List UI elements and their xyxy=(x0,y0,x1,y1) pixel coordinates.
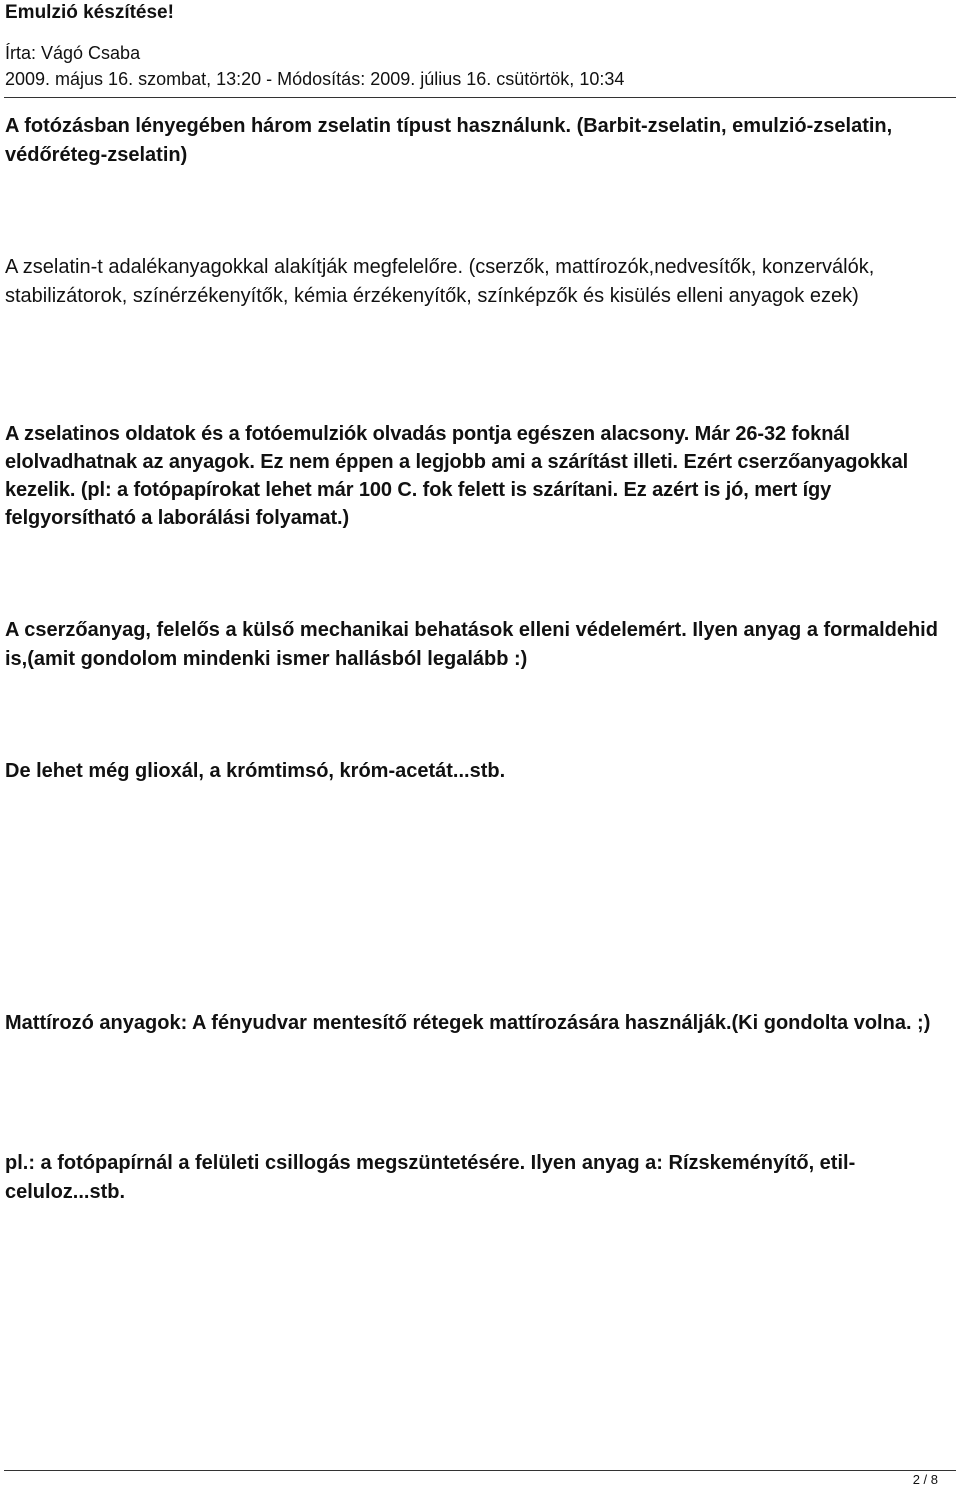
paragraph-melting-point: A zselatinos oldatok és a fotóemulziók olvadás pontja egészen alacsony. Már 26-32 foknál elolvadhatnak az anyagok. Ez nem éppen a legjobb ami a szárítást illeti. Ezért cserzőanyagokkal kezelik. (pl: a fotópapírokat lehet már 100 C. fok felett is szárítani. Ez azért is jó, mert így felgyorsítható a laborálási folyamat.) xyxy=(5,423,909,529)
paragraph-additives: A zselatin-t adalékanyagokkal alakítják megfelelőre. (cserzők, mattírozók,nedvesítők, konzerválók, stabilizátorok, színérzékenyítők, kémia érzékenyítők, színképzők és kisülés elleni anyagok ezek) xyxy=(5,256,875,307)
header-divider xyxy=(4,97,956,98)
author-line: Írta: Vágó Csaba xyxy=(5,43,141,63)
footer-divider xyxy=(4,1470,956,1471)
page-number: 2 / 8 xyxy=(912,1472,938,1487)
paragraph-photo-paper: pl.: a fotópapírnál a felületi csillogás megszüntetésére. Ilyen anyag a: Rízskeményítő, etil-celuloz...stb. xyxy=(5,1152,856,1203)
paragraph-other-agents: De lehet még glioxál, a krómtimsó, króm-acetát...stb. xyxy=(5,760,506,782)
paragraph-gelatin-types: A fotózásban lényegében három zselatin típust használunk. (Barbit-zselatin, emulzió-zselatin, védőréteg-zselatin) xyxy=(5,115,893,166)
date-line: 2009. május 16. szombat, 13:20 - Módosítás: 2009. július 16. csütörtök, 10:34 xyxy=(5,69,625,89)
document-title: Emulzió készítése! xyxy=(5,2,174,23)
paragraph-matting-agents: Mattírozó anyagok: A fényudvar mentesítő rétegek mattírozására használják.(Ki gondolta volna. ;) xyxy=(5,1012,931,1034)
paragraph-tanning-agent: A cserzőanyag, felelős a külső mechanikai behatások elleni védelemért. Ilyen anyag a formaldehid is,(amit gondolom mindenki ismer hallásból legalább :) xyxy=(5,619,938,670)
